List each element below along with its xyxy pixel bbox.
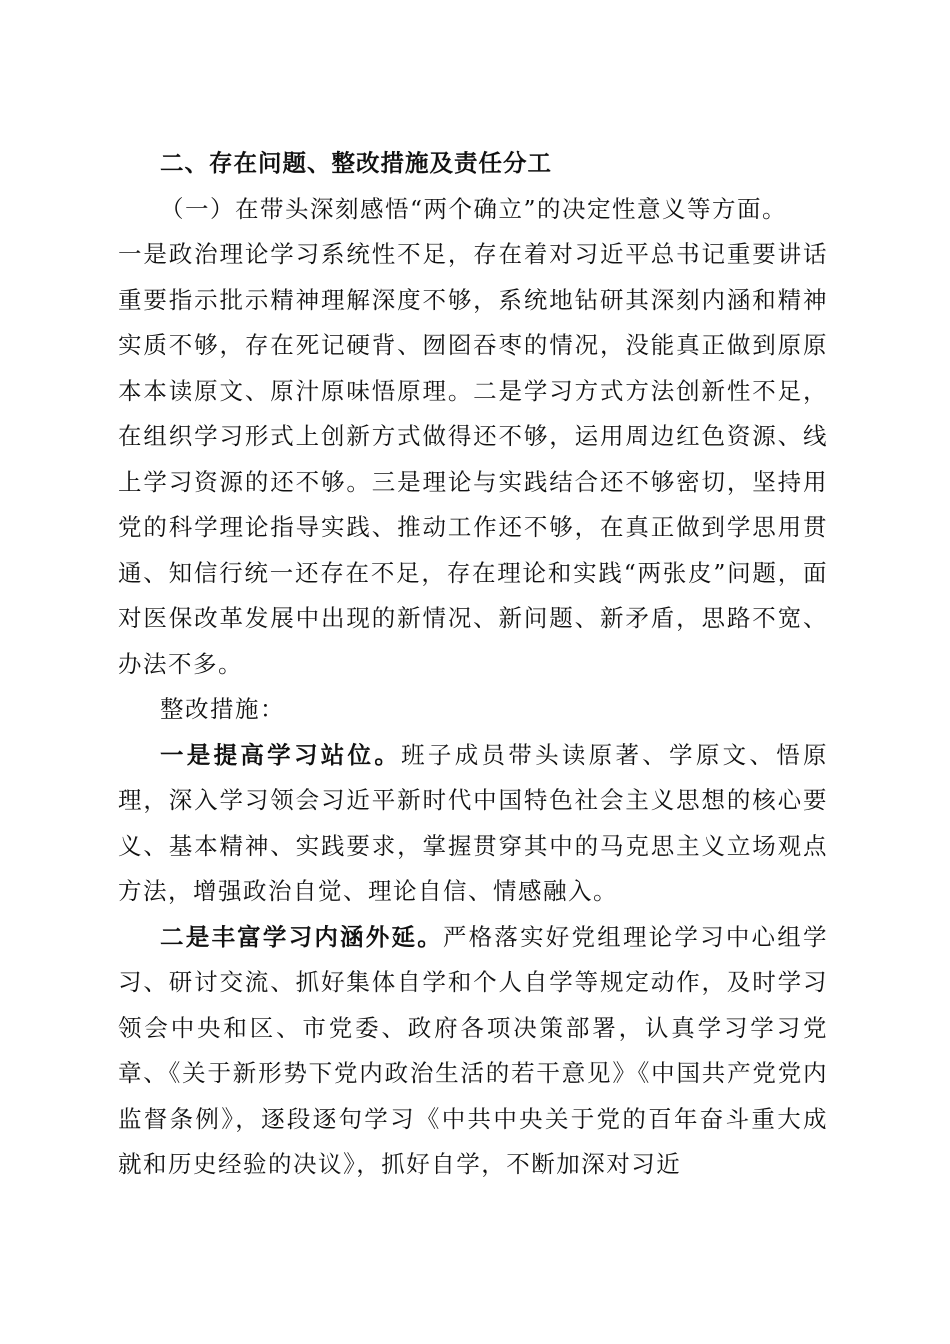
document-body	[118, 141, 828, 1188]
measure-paragraph-2	[118, 915, 828, 1188]
subsection-title: （一）在带头深刻感悟“两个确立”的决定性意义等方面。	[160, 194, 788, 223]
measure-lead-2: 二是丰富学习内涵外延。	[160, 922, 443, 951]
section-heading: 二、存在问题、整改措施及责任分工	[160, 149, 552, 177]
measure-lead-1: 一是提高学习站位。	[160, 740, 402, 769]
problems-paragraph: 一是政治理论学习系统性不足，存在着对习近平总书记重要讲话重要指示批示精神理解深度不够，系统地钻研其深刻内涵和精神实质不够，存在死记硬背、囫囵吞枣的情况，没能真正做到原原本本读原文、原汁原味悟原理。二是学习方式方法创新性不足，在组织学习形式上创新方式做得还不够，运用周边红色资源、线上学习资源的还不够。三是理论与实践结合还不够密切，坚持用党的科学理论指导实践、推动工作还不够，在真正做到学思用贯通、知信行统一还存在不足，存在理论和实践“两张皮”问题，面对医保改革发展中出现的新情况、新问题、新矛盾，思路不宽、办法不多。	[118, 240, 828, 678]
measure-text-2: 严格落实好党组理论学习中心组学习、研讨交流、抓好集体自学和个人自学等规定动作，及时学习领会中央和区、市党委、政府各项决策部署，认真学习学习党章、《关于新形势下党内政治生活的若干意见》《中国共产党党内监督条例》，逐段逐句学习《中共中央关于党的百年奋斗重大成就和历史经验的决议》，抓好自学，不断加深对习近	[118, 922, 829, 1178]
measure-paragraph-1	[118, 733, 828, 915]
measures-label: 整改措施：	[160, 695, 285, 723]
measure-text-1: 班子成员带头读原著、学原文、悟原理，深入学习领会习近平新时代中国特色社会主义思想的核心要义、基本精神、实践要求，掌握贯穿其中的马克思主义立场观点方法，增强政治自觉、理论自信、情感融入。	[118, 740, 828, 905]
